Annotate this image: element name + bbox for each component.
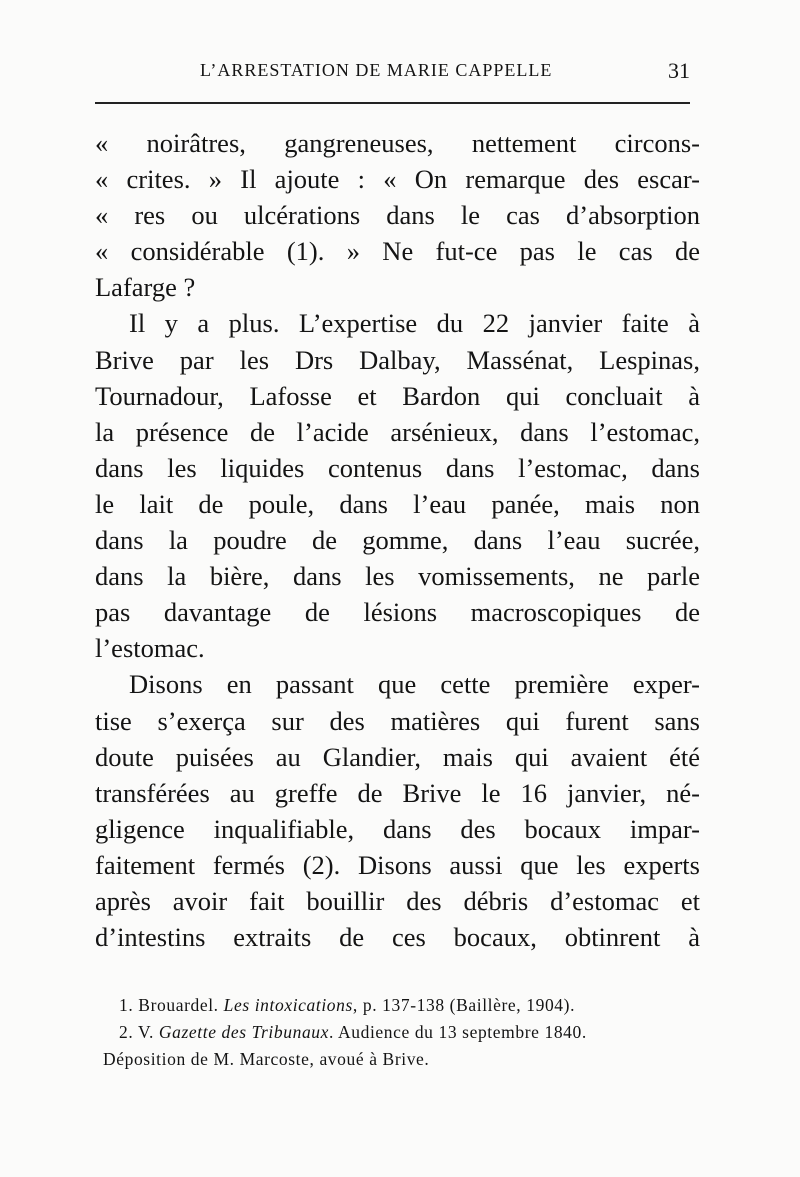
text-line: Brive par les Drs Dalbay, Massénat, Lespinas, bbox=[95, 344, 700, 375]
text-line: le lait de poule, dans l’eau panée, mais non bbox=[95, 488, 700, 519]
text-line: dans la bière, dans les vomissements, ne parle bbox=[95, 561, 700, 592]
footnotes bbox=[103, 992, 703, 1073]
footnote-1-title: Les intoxications bbox=[223, 995, 353, 1015]
text-line: « noirâtres, gangreneuses, nettement circons- bbox=[95, 128, 700, 158]
body-text bbox=[95, 125, 700, 955]
page-number: 31 bbox=[668, 58, 690, 83]
text-line: pas davantage de lésions macroscopiques de bbox=[95, 597, 700, 628]
text-line: la présence de l’acide arsénieux, dans l’estomac, bbox=[95, 416, 700, 447]
footnote-1-prefix: 1. Brouardel. bbox=[119, 995, 224, 1015]
footnote-2-title: Gazette des Tribunaux bbox=[158, 1022, 330, 1042]
text-line: transférées au greffe de Brive le 16 janvier, né- bbox=[95, 777, 700, 808]
text-line: gligence inqualifiable, dans des bocaux impar- bbox=[95, 813, 700, 844]
text-line: faitement fermés (2). Disons aussi que les experts bbox=[95, 849, 700, 880]
text-line: « considérable (1). » Ne fut-ce pas le cas de bbox=[95, 236, 700, 267]
text-line: l’estomac. bbox=[95, 633, 205, 664]
text-line: dans la poudre de gomme, dans l’eau sucrée, bbox=[95, 525, 700, 556]
footnote-2-suffix: . Audience du 13 septembre 1840. bbox=[329, 1022, 587, 1042]
text-line: « crites. » Il ajoute : « On remarque des escar- bbox=[95, 164, 700, 195]
footnote-1 bbox=[103, 992, 703, 1019]
paragraph-start: Disons en passant que cette première exper- bbox=[129, 669, 700, 700]
text-line: Lafarge ? bbox=[95, 272, 196, 303]
footnote-2-prefix: 2. V. bbox=[119, 1022, 159, 1042]
text-line: tise s’exerça sur des matières qui furent sans bbox=[95, 705, 700, 736]
running-head: L’ARRESTATION DE MARIE CAPPELLE bbox=[200, 60, 553, 80]
text-line: doute puisées au Glandier, mais qui avaient été bbox=[95, 741, 700, 772]
header-rule bbox=[95, 102, 690, 104]
footnote-1-suffix: , p. 137-138 (Baillère, 1904). bbox=[352, 995, 576, 1015]
text-line: « res ou ulcérations dans le cas d’absorption bbox=[95, 200, 700, 231]
text-line: après avoir fait bouillir des débris d’estomac et bbox=[95, 885, 700, 916]
paragraph-start: Il y a plus. L’expertise du 22 janvier faite à bbox=[129, 308, 700, 339]
text-line: d’intestins extraits de ces bocaux, obtinrent à bbox=[95, 922, 700, 953]
footnote-2-continuation: Déposition de M. Marcoste, avoué à Brive. bbox=[103, 1049, 430, 1069]
footnote-2 bbox=[103, 1019, 703, 1046]
text-line: Tournadour, Lafosse et Bardon qui concluait à bbox=[95, 380, 700, 411]
text-line: dans les liquides contenus dans l’estomac, dans bbox=[95, 452, 700, 483]
